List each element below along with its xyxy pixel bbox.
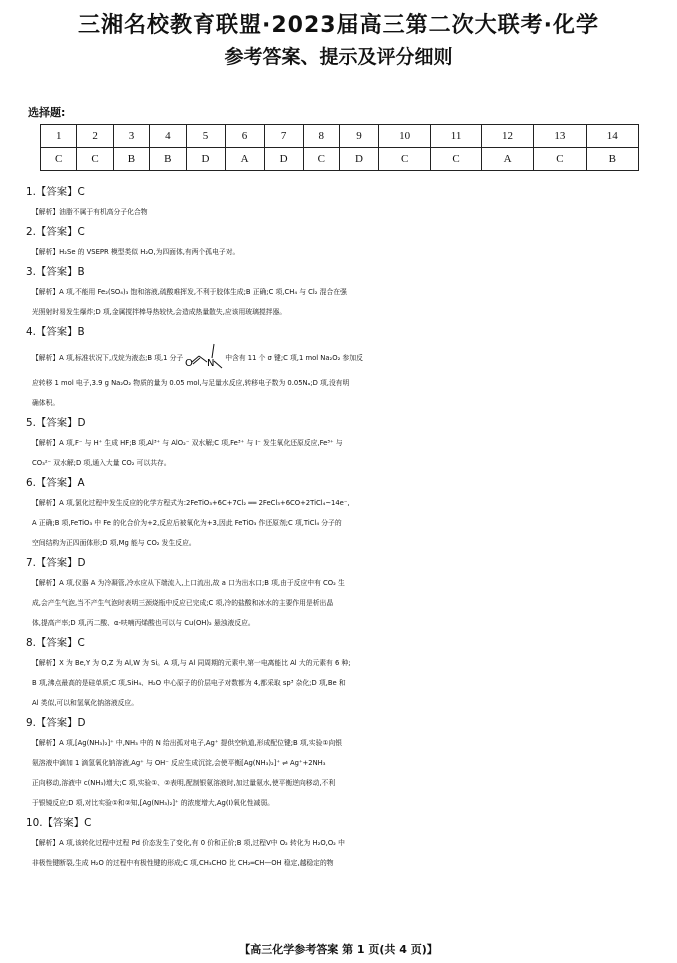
answer-line	[26, 633, 653, 653]
question-number: 8.	[26, 637, 36, 649]
question-number-cell: 5	[186, 125, 225, 148]
question-number: 2.	[26, 226, 36, 238]
answer-label: 【答案】C	[35, 637, 85, 649]
answer-line	[26, 262, 653, 282]
question-block	[26, 473, 653, 553]
question-number: 3.	[26, 266, 36, 278]
question-number: 4.	[26, 326, 36, 338]
answer-cell: C	[534, 148, 586, 171]
explanation-line: CO₃²⁻ 双水解;D 项,通入大量 CO₂ 可以共存。	[32, 459, 171, 467]
explanation-line: 氨溶液中滴加 1 滴氢氧化钠溶液,Ag⁺ 与 OH⁻ 反应生成沉淀,会使平衡[Ag(NH₃)₂]⁺ ⇌ Ag⁺+2NH₃	[32, 759, 326, 767]
question-number-cell: 4	[150, 125, 186, 148]
question-block	[26, 413, 653, 473]
explanation-text: 中含有 11 个 σ 键;C 项,1 mol Na₂O₂ 参加反	[225, 354, 363, 362]
question-number-cell: 7	[264, 125, 303, 148]
question-block	[26, 222, 653, 262]
answer-label: 【答案】D	[35, 417, 86, 429]
page-subtitle: 参考答案、提示及评分细则	[224, 46, 453, 68]
answer-label: 【答案】C	[35, 186, 85, 198]
explanation-line: 成,会产生气泡,当不产生气泡时表明三颈烧瓶中反应已完成;C 项,冷的盐酸和冰水的主要作用是析出晶	[32, 599, 334, 607]
answer-label: 【答案】B	[35, 266, 85, 278]
answer-cell: D	[264, 148, 303, 171]
question-number-cell: 1	[41, 125, 77, 148]
question-block	[26, 713, 653, 813]
answer-cell: C	[41, 148, 77, 171]
question-block	[26, 262, 653, 322]
explanation-line: 确体积。	[32, 399, 60, 407]
question-block	[26, 553, 653, 633]
explanation-line	[32, 342, 653, 373]
explanation-line: 空间结构为正四面体形;D 项,Mg 能与 CO₂ 发生反应。	[32, 539, 196, 547]
question-number: 5.	[26, 417, 36, 429]
answer-cell: B	[113, 148, 149, 171]
answer-row	[41, 148, 639, 171]
answer-label: 【答案】D	[35, 557, 86, 569]
question-number: 7.	[26, 557, 36, 569]
question-number: 10.	[26, 817, 43, 829]
question-number-cell: 2	[77, 125, 113, 148]
explanation-line: 【解析】X 为 Be,Y 为 O,Z 为 Al,W 为 Si。A 项,与 Al 同周期的元素中,第一电离能比 Al 大的元素有 6 种;	[32, 659, 351, 667]
question-block	[26, 813, 653, 873]
explanation-text: 【解析】A 项,标准状况下,戊烷为液态;B 项,1 分子	[32, 354, 184, 362]
answer-cell: B	[586, 148, 638, 171]
question-number-cell: 13	[534, 125, 586, 148]
explanation-line: 【解析】A 项,氯化过程中发生反应的化学方程式为:2FeTiO₃+6C+7Cl₂ ══ 2FeCl₃+6CO+2TiCl₄~14e⁻,	[32, 499, 350, 507]
answer-label: 【答案】D	[35, 717, 86, 729]
question-number: 1.	[26, 186, 36, 198]
answer-line	[26, 473, 653, 493]
question-number-cell: 10	[379, 125, 431, 148]
question-block	[26, 633, 653, 713]
answer-label: 【答案】C	[35, 226, 85, 238]
question-number-cell: 8	[303, 125, 339, 148]
question-block	[26, 322, 653, 413]
explanation-line: A 正确;B 项,FeTiO₃ 中 Fe 的化合价为+2,反应后被氧化为+3,因此 FeTiO₃ 作还原剂;C 项,TiCl₄ 分子的	[32, 519, 342, 527]
answer-label: 【答案】A	[35, 477, 85, 489]
answer-cell: D	[186, 148, 225, 171]
section-label: 选择题:	[28, 106, 66, 119]
question-number-cell: 12	[481, 125, 533, 148]
question-number: 6.	[26, 477, 36, 489]
question-number-cell: 6	[225, 125, 264, 148]
answer-cell: C	[431, 148, 482, 171]
explanation-line: 【解析】A 项,仪器 A 为冷凝管,冷水应从下端流入,上口流出,故 a 口为出水口;B 项,由于反应中有 CO₂ 生	[32, 579, 345, 587]
dmf-structure-icon	[185, 342, 223, 370]
answer-cell: C	[303, 148, 339, 171]
explanation-line: 光照射时易发生爆炸;D 项,金属搅拌棒导热较快,会造成热量散失,应该用玻璃搅拌器。	[32, 308, 287, 316]
question-number-cell: 3	[113, 125, 149, 148]
answer-table	[40, 124, 639, 171]
explanation-line: 【解析】A 项,该转化过程中过程 Pd 价态发生了变化,有 0 价和正价;B 项,过程Ⅴ中 O₂ 转化为 H₂O,O₂ 中	[32, 839, 345, 847]
answer-label: 【答案】B	[35, 326, 85, 338]
svg-text:N: N	[207, 358, 215, 369]
explanation-line: 【解析】A 项,[Ag(NH₃)₂]⁺ 中,NH₃ 中的 N 给出孤对电子,Ag⁺ 提供空轨道,形成配位键;B 项,实验①向银	[32, 739, 343, 747]
answer-cell: C	[379, 148, 431, 171]
answer-line	[26, 413, 653, 433]
explanations	[26, 182, 653, 873]
answer-line	[26, 813, 653, 833]
svg-text:O: O	[185, 358, 194, 369]
explanation-line: 应转移 1 mol 电子,3.9 g Na₂O₂ 物质的量为 0.05 mol,与足量水反应,转移电子数为 0.05Nₐ;D 项,没有明	[32, 379, 350, 387]
question-number-cell: 14	[586, 125, 638, 148]
page-title: 三湘名校教育联盟·2023届高三第二次大联考·化学	[78, 13, 599, 38]
explanation-line: 正向移动,溶液中 c(NH₃)增大;C 项,实验①、②表明,配制银氨溶液时,加过量氨水,使平衡逆向移动,不利	[32, 779, 336, 787]
explanation-line: 体,提高产率;D 项,丙二酸、α-呋喃丙烯酸也可以与 Cu(OH)₂ 悬浊液反应。	[32, 619, 255, 627]
question-block	[26, 182, 653, 222]
answer-line	[26, 222, 653, 242]
answer-label: 【答案】C	[42, 817, 92, 829]
explanation-line: 非极性键断裂,生成 H₂O 的过程中有极性键的形成;C 项,CH₃CHO 比 CH₂═CH—OH 稳定,越稳定的物	[32, 859, 334, 867]
answer-line	[26, 553, 653, 573]
answer-line	[26, 713, 653, 733]
explanation-line: Al 类似,可以和氢氧化钠溶液反应。	[32, 699, 139, 707]
explanation-line: B 项,沸点最高的是硅单质;C 项,SiH₄、H₂O 中心原子的价层电子对数都为 4,都采取 sp³ 杂化;D 项,Be 和	[32, 679, 346, 687]
question-number-row	[41, 125, 639, 148]
answer-cell: A	[225, 148, 264, 171]
page-footer: 【高三化学参考答案 第 1 页(共 4 页)】	[239, 943, 438, 956]
explanation-line: 于银镜反应;D 项,对比实验①和②知,[Ag(NH₃)₂]⁺ 的浓度增大,Ag(Ⅰ)氧化性减弱。	[32, 799, 274, 807]
answer-cell: C	[77, 148, 113, 171]
explanation-line: 【解析】H₂Se 的 VSEPR 模型类似 H₂O,为四面体,有两个孤电子对。	[32, 248, 240, 256]
question-number: 9.	[26, 717, 36, 729]
question-number-cell: 11	[431, 125, 482, 148]
explanation-line: 【解析】A 项,F⁻ 与 H⁺ 生成 HF;B 项,Al³⁺ 与 AlO₂⁻ 双水解;C 项,Fe³⁺ 与 I⁻ 发生氧化还原反应,Fe³⁺ 与	[32, 439, 343, 447]
answer-cell: B	[150, 148, 186, 171]
answer-cell: A	[481, 148, 533, 171]
answer-cell: D	[339, 148, 378, 171]
question-number-cell: 9	[339, 125, 378, 148]
explanation-line: 【解析】油脂不属于有机高分子化合物	[32, 208, 148, 216]
answer-line	[26, 322, 653, 342]
explanation-line: 【解析】A 项,不能用 Fe₂(SO₄)₃ 饱和溶液,硫酸难挥发,不利于胶体生成;B 正确;C 项,CH₄ 与 Cl₂ 混合在强	[32, 288, 347, 296]
answer-line	[26, 182, 653, 202]
